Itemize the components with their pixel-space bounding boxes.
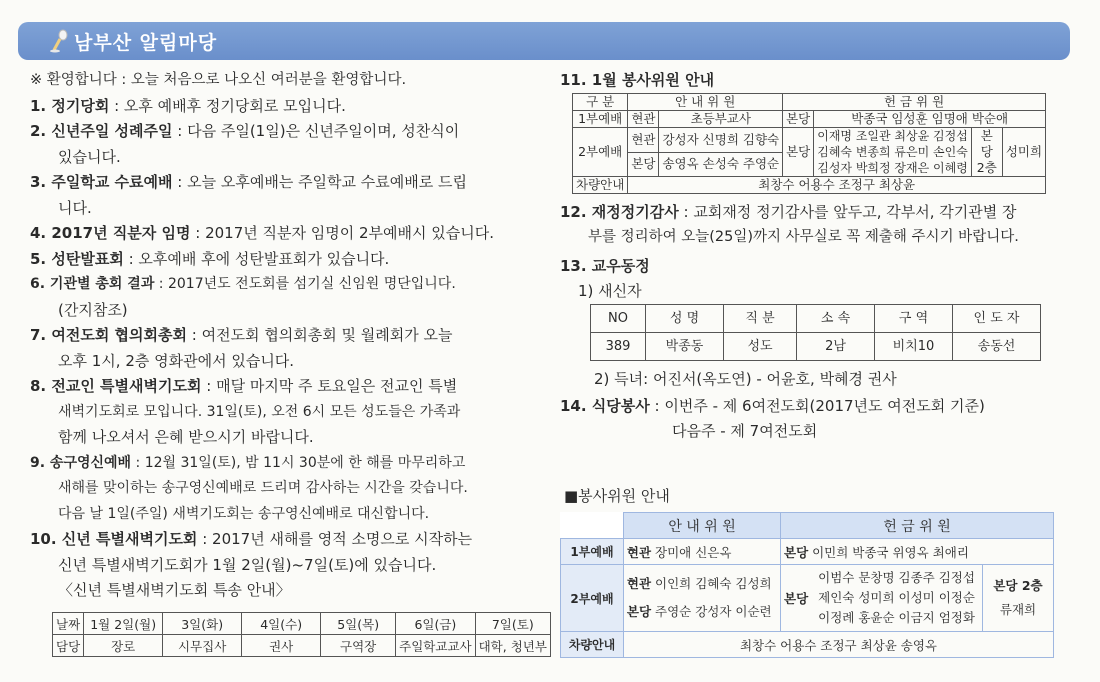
volunteers-box-title: ■봉사위원 안내	[564, 487, 670, 505]
notices-column	[30, 68, 545, 604]
table-cell: 본당 2층 류재희	[983, 565, 1054, 632]
table-cell: 권사	[242, 635, 321, 657]
jan-volunteers-table	[572, 93, 1046, 194]
table-cell: 박종국 임성훈 임명애 박순애	[814, 111, 1046, 128]
table-cell: 현관	[628, 128, 659, 153]
notice-item: 10. 신년 특별새벽기도회 : 2017년 새해를 영적 소명으로 시작하는	[30, 530, 473, 548]
table-header: 안 내 위 원	[628, 94, 783, 111]
notice-continuation: 함께 나오셔서 은혜 받으시기 바랍니다.	[58, 428, 314, 446]
banner-title: 남부산 알림마당	[74, 32, 218, 54]
volunteers-box-table	[560, 512, 1054, 658]
table-header: 헌 금 위 원	[783, 94, 1046, 111]
table-cell: 구역장	[321, 635, 396, 657]
table-header: NO	[591, 305, 646, 333]
table-cell: 7일(토)	[475, 613, 550, 635]
table-cell: 송영옥 손성숙 주영순	[659, 152, 783, 177]
notice-continuation: 새벽기도회로 모입니다. 31일(토), 오전 6시 모든 성도들은 가족과	[58, 403, 461, 420]
special-song-caption: 〈신년 특별새벽기도회 특송 안내〉	[58, 581, 291, 599]
notice-item: 9. 송구영신예배 : 12월 31일(토), 밤 11시 30분에 한 해를 마무리하고	[30, 454, 466, 471]
table-cell: 2부예배	[561, 565, 624, 632]
notice-item: 3. 주일학교 수료예배 : 오늘 오후예배는 주일학교 수료예배로 드립	[30, 173, 467, 191]
table-cell: 성미희	[1002, 128, 1045, 177]
notice-item: 4. 2017년 직분자 임명 : 2017년 직분자 임명이 2부예배시 있습니다.	[30, 224, 494, 242]
table-cell: 1부예배	[573, 111, 628, 128]
table-cell: 현관 본당	[624, 565, 655, 632]
table-row	[561, 565, 1054, 632]
table-cell: 담당	[53, 635, 84, 657]
table-cell: 시무집사	[163, 635, 242, 657]
notice-item: 7. 여전도회 협의회총회 : 여전도회 협의회총회 및 월례회가 오늘	[30, 326, 453, 344]
table-cell: 최창수 어용수 조정구 최상윤	[628, 177, 1046, 194]
table-cell: 이재명 조일관 최상윤 김정섭 김혜숙 변종희 류은미 손인숙 김성자 박희정 장재은 이혜령	[814, 128, 972, 177]
new-member-table	[590, 304, 1041, 361]
meal-service-next: 다음주 - 제 7여전도회	[672, 422, 818, 440]
notice-continuation: (간지참조)	[58, 300, 128, 319]
table-cell: 대학, 청년부	[475, 635, 550, 657]
table-cell: 이인희 김혜숙 김성희 주영순 강성자 이순련	[654, 565, 781, 632]
new-member-label: 1) 새신자	[578, 282, 642, 300]
table-row	[573, 177, 1046, 194]
table-cell: 4일(수)	[242, 613, 321, 635]
table-cell: 5일(목)	[321, 613, 396, 635]
table-row	[53, 635, 551, 657]
notice-item: 6. 기관별 총회 결과 : 2017년도 전도회를 섬기실 신임원 명단입니다.	[30, 276, 456, 292]
table-row	[573, 128, 1046, 153]
audit-notice: 12. 재정정기감사 : 교회재정 정기감사를 앞두고, 각부서, 각기관별 장	[560, 203, 1017, 221]
table-cell: 6일(금)	[396, 613, 475, 635]
table-cell: 차량안내	[561, 632, 624, 658]
table-cell: 장미애 신은옥	[654, 539, 781, 565]
table-cell: 1월 2일(월)	[84, 613, 163, 635]
table-cell: 이민희 박종국 위영옥 최애리	[811, 539, 1053, 565]
table-header: 인 도 자	[953, 305, 1041, 333]
table-cell: 강성자 신명희 김향숙	[659, 128, 783, 153]
notice-item: 5. 성탄발표회 : 오후예배 후에 성탄발표회가 있습니다.	[30, 249, 390, 268]
table-row	[561, 539, 1054, 565]
notice-continuation: 다음 날 1일(주일) 새벽기도회는 송구영신예배로 대신합니다.	[58, 505, 430, 522]
table-cell: 1부예배	[561, 539, 624, 565]
notice-continuation: 니다.	[58, 198, 92, 217]
table-cell: 현관	[624, 539, 655, 565]
table-cell	[561, 513, 624, 539]
table-row	[591, 305, 1041, 333]
table-cell: 2부예배	[573, 128, 628, 177]
table-cell: 본당 2층	[971, 128, 1002, 177]
table-cell: 이범수 문창명 김종주 김정섭 제인숙 성미희 이성미 이정순 이정례 홍윤순 이금지 엄정화	[811, 565, 982, 632]
birth-notice: 2) 득녀: 어진서(옥도연) - 어윤호, 박혜경 권사	[594, 370, 897, 388]
special-song-table	[52, 612, 551, 657]
table-row	[561, 513, 1054, 539]
table-cell: 박종동	[646, 333, 724, 361]
table-cell: 2남	[797, 333, 875, 361]
table-row	[53, 613, 551, 635]
table-header: 헌 금 위 원	[781, 513, 1054, 539]
table-cell: 날짜	[53, 613, 84, 635]
notice-item: 2. 신년주일 성례주일 : 다음 주일(1일)은 신년주일이며, 성찬식이	[30, 122, 460, 140]
welcome-notice: ※ 환영합니다 : 오늘 처음으로 나오신 여러분을 환영합니다.	[30, 72, 407, 88]
table-cell: 비치10	[875, 333, 953, 361]
table-cell: 장로	[84, 635, 163, 657]
notice-item: 8. 전교인 특별새벽기도회 : 매달 마지막 주 토요일은 전교인 특별	[30, 377, 458, 395]
notice-continuation: 있습니다.	[58, 147, 121, 166]
table-cell: 최창수 어용수 조정구 최상윤 송영옥	[624, 632, 1054, 658]
notice-continuation: 새해를 맞이하는 송구영신예배로 드리며 감사하는 시간을 갖습니다.	[58, 480, 468, 496]
table-header: 성 명	[646, 305, 724, 333]
notice-continuation: 오후 1시, 2층 영화관에서 있습니다.	[58, 351, 295, 370]
table-cell: 주일학교교사	[396, 635, 475, 657]
table-cell: 본당	[628, 152, 659, 177]
table-row	[591, 333, 1041, 361]
table-cell: 본당	[781, 539, 812, 565]
members-heading: 13. 교우동정	[560, 257, 650, 275]
table-header: 직 분	[724, 305, 797, 333]
table-cell: 본당	[781, 565, 812, 632]
table-cell: 3일(화)	[163, 613, 242, 635]
table-row	[573, 94, 1046, 111]
jan-volunteers-title: 11. 1월 봉사위원 안내	[560, 71, 715, 89]
bulletin-banner	[18, 22, 1070, 60]
table-cell: 389	[591, 333, 646, 361]
right-column	[560, 68, 1070, 444]
table-header: 안 내 위 원	[624, 513, 781, 539]
table-header: 소 속	[797, 305, 875, 333]
table-header: 구 역	[875, 305, 953, 333]
table-cell: 현관	[628, 111, 659, 128]
table-row	[573, 111, 1046, 128]
meal-service: 14. 식당봉사 : 이번주 - 제 6여전도회(2017년도 여전도회 기준)	[560, 397, 985, 415]
audit-continuation: 부를 정리하여 오늘(25일)까지 사무실로 꼭 제출해 주시기 바랍니다.	[588, 229, 1019, 245]
table-cell: 본당	[783, 111, 814, 128]
notice-continuation: 신년 특별새벽기도회가 1월 2일(월)~7일(토)에 있습니다.	[58, 555, 437, 574]
table-cell: 성도	[724, 333, 797, 361]
table-cell: 차량안내	[573, 177, 628, 194]
table-header: 구 분	[573, 94, 628, 111]
table-row	[561, 632, 1054, 658]
table-cell: 본당	[783, 128, 814, 177]
table-cell: 송동선	[953, 333, 1041, 361]
microphone-icon	[46, 28, 72, 54]
notice-item: 1. 정기당회 : 오후 예배후 정기당회로 모입니다.	[30, 96, 346, 115]
table-cell: 초등부교사	[659, 111, 783, 128]
